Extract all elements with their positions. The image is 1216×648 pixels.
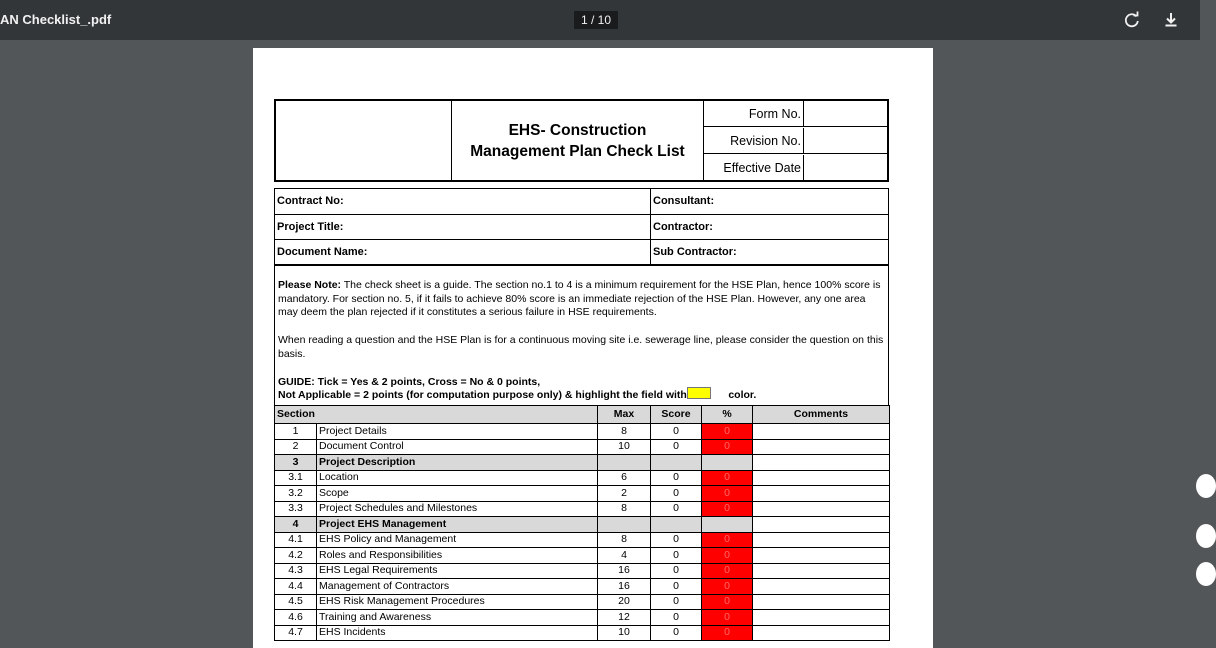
max-cell: 8 [598, 501, 651, 517]
table-row [275, 579, 890, 595]
section-header: Section [275, 406, 598, 424]
section-row [275, 455, 890, 471]
rotate-icon[interactable] [1122, 10, 1142, 30]
contractor-field: Contractor: [651, 214, 889, 240]
score-cell [651, 455, 702, 471]
score-cell [651, 517, 702, 533]
section-number: 3 [275, 455, 317, 471]
table-row [275, 532, 890, 548]
percent-cell: 0 [702, 532, 753, 548]
item-number: 4.5 [275, 594, 317, 610]
contract-info-table [274, 188, 889, 266]
max-cell: 16 [598, 579, 651, 595]
section-number: 4 [275, 517, 317, 533]
side-control[interactable] [1196, 524, 1216, 548]
form-no-label: Form No. [704, 101, 804, 126]
max-cell: 20 [598, 594, 651, 610]
percent-cell: 0 [702, 625, 753, 641]
table-row [275, 625, 890, 641]
score-cell: 0 [651, 579, 702, 595]
table-row [275, 486, 890, 502]
consultant-field: Consultant: [651, 189, 889, 215]
score-cell: 0 [651, 486, 702, 502]
score-cell: 0 [651, 501, 702, 517]
max-cell [598, 455, 651, 471]
percent-cell [702, 455, 753, 471]
item-number: 3.1 [275, 470, 317, 486]
item-number: 3.2 [275, 486, 317, 502]
comments-cell[interactable] [753, 517, 890, 533]
item-title: EHS Policy and Management [317, 532, 598, 548]
comments-cell[interactable] [753, 501, 890, 517]
item-number: 4.6 [275, 610, 317, 626]
item-title: Location [317, 470, 598, 486]
table-row [275, 548, 890, 564]
comments-cell[interactable] [753, 439, 890, 455]
percent-cell: 0 [702, 548, 753, 564]
max-cell: 8 [598, 424, 651, 440]
side-control[interactable] [1196, 562, 1216, 586]
table-row [275, 594, 890, 610]
max-cell: 6 [598, 470, 651, 486]
item-title: Project Schedules and Milestones [317, 501, 598, 517]
form-header [274, 99, 889, 182]
percent-cell: 0 [702, 594, 753, 610]
comments-cell[interactable] [753, 470, 890, 486]
effective-date-label: Effective Date [704, 155, 804, 181]
contract-no-field: Contract No: [275, 189, 651, 215]
table-row [275, 501, 890, 517]
percent-cell: 0 [702, 563, 753, 579]
revision-row [704, 128, 887, 154]
item-title: Project Details [317, 424, 598, 440]
table-row [275, 563, 890, 579]
page-indicator[interactable]: 1 / 10 [574, 11, 618, 29]
item-title: Document Control [317, 439, 598, 455]
section-title: Project EHS Management [317, 517, 598, 533]
comments-cell[interactable] [753, 548, 890, 564]
score-cell: 0 [651, 594, 702, 610]
max-cell [598, 517, 651, 533]
scoring-guide: GUIDE: Tick = Yes & 2 points, Cross = No & 0 points, Not Applicable = 2 points (for computation purpose only) & highlight the field with color. [278, 375, 757, 402]
highlight-swatch [687, 387, 711, 399]
item-number: 3.3 [275, 501, 317, 517]
comments-cell[interactable] [753, 455, 890, 471]
score-cell: 0 [651, 424, 702, 440]
table-row [275, 610, 890, 626]
score-cell: 0 [651, 439, 702, 455]
comments-cell[interactable] [753, 579, 890, 595]
table-row [275, 470, 890, 486]
side-control[interactable] [1196, 474, 1216, 498]
score-cell: 0 [651, 610, 702, 626]
logo-cell [276, 101, 452, 180]
item-number: 4.3 [275, 563, 317, 579]
comments-cell[interactable] [753, 610, 890, 626]
percent-cell: 0 [702, 610, 753, 626]
form-title: EHS- Construction Management Plan Check List [452, 101, 704, 180]
percent-cell: 0 [702, 470, 753, 486]
item-number: 2 [275, 439, 317, 455]
percent-cell: 0 [702, 486, 753, 502]
percent-cell: 0 [702, 439, 753, 455]
download-icon[interactable] [1161, 10, 1181, 30]
form-no-row [704, 101, 887, 127]
table-row [275, 424, 890, 440]
comments-cell[interactable] [753, 532, 890, 548]
pdf-toolbar [0, 0, 1200, 40]
score-cell: 0 [651, 548, 702, 564]
item-number: 4.7 [275, 625, 317, 641]
max-cell: 8 [598, 532, 651, 548]
comments-cell[interactable] [753, 486, 890, 502]
comments-header: Comments [753, 406, 890, 424]
item-title: EHS Legal Requirements [317, 563, 598, 579]
comments-cell[interactable] [753, 424, 890, 440]
max-cell: 2 [598, 486, 651, 502]
max-header: Max [598, 406, 651, 424]
item-title: EHS Risk Management Procedures [317, 594, 598, 610]
table-row [275, 439, 890, 455]
section-title: Project Description [317, 455, 598, 471]
score-cell: 0 [651, 563, 702, 579]
item-title: Roles and Responsibilities [317, 548, 598, 564]
score-cell: 0 [651, 625, 702, 641]
item-number: 1 [275, 424, 317, 440]
item-title: Management of Contractors [317, 579, 598, 595]
max-cell: 16 [598, 563, 651, 579]
item-number: 4.2 [275, 548, 317, 564]
score-cell: 0 [651, 532, 702, 548]
max-cell: 10 [598, 625, 651, 641]
score-cell: 0 [651, 470, 702, 486]
instructions-note: Please Note: The check sheet is a guide. The section no.1 to 4 is a minimum requirement for the HSE Plan, hence 100% score is mandatory. For section no. 5, if it fails to achieve 80% score is an immediate rejection of the HSE Plan. However, any one area may deem the plan rejected if it constitutes a serious failure in HSE requirements. When reading a question and the HSE Plan is for a continuous moving site i.e. sewerage line, please consider the question on this basis. GUIDE: Tick = Yes & 2 points, Cross = No & 0 points, Not Applicable = 2 points (for computation purpose only) & highlight the field with color. [274, 264, 889, 405]
document-name-field: Document Name: [275, 240, 651, 266]
revision-label: Revision No. [704, 128, 804, 153]
item-title: Training and Awareness [317, 610, 598, 626]
percent-cell: 0 [702, 501, 753, 517]
percent-cell [702, 517, 753, 533]
max-cell: 4 [598, 548, 651, 564]
score-header: Score [651, 406, 702, 424]
item-number: 4.4 [275, 579, 317, 595]
comments-cell[interactable] [753, 625, 890, 641]
checklist-table [274, 405, 890, 641]
project-title-field: Project Title: [275, 214, 651, 240]
item-title: Scope [317, 486, 598, 502]
effective-date-row [704, 155, 887, 181]
comments-cell[interactable] [753, 594, 890, 610]
table-header-row [275, 406, 890, 424]
percent-cell: 0 [702, 579, 753, 595]
section-row [275, 517, 890, 533]
percent-header: % [702, 406, 753, 424]
percent-cell: 0 [702, 424, 753, 440]
sub-contractor-field: Sub Contractor: [651, 240, 889, 266]
item-title: EHS Incidents [317, 625, 598, 641]
item-number: 4.1 [275, 532, 317, 548]
comments-cell[interactable] [753, 563, 890, 579]
max-cell: 12 [598, 610, 651, 626]
max-cell: 10 [598, 439, 651, 455]
file-title: AN Checklist_.pdf [0, 12, 112, 27]
